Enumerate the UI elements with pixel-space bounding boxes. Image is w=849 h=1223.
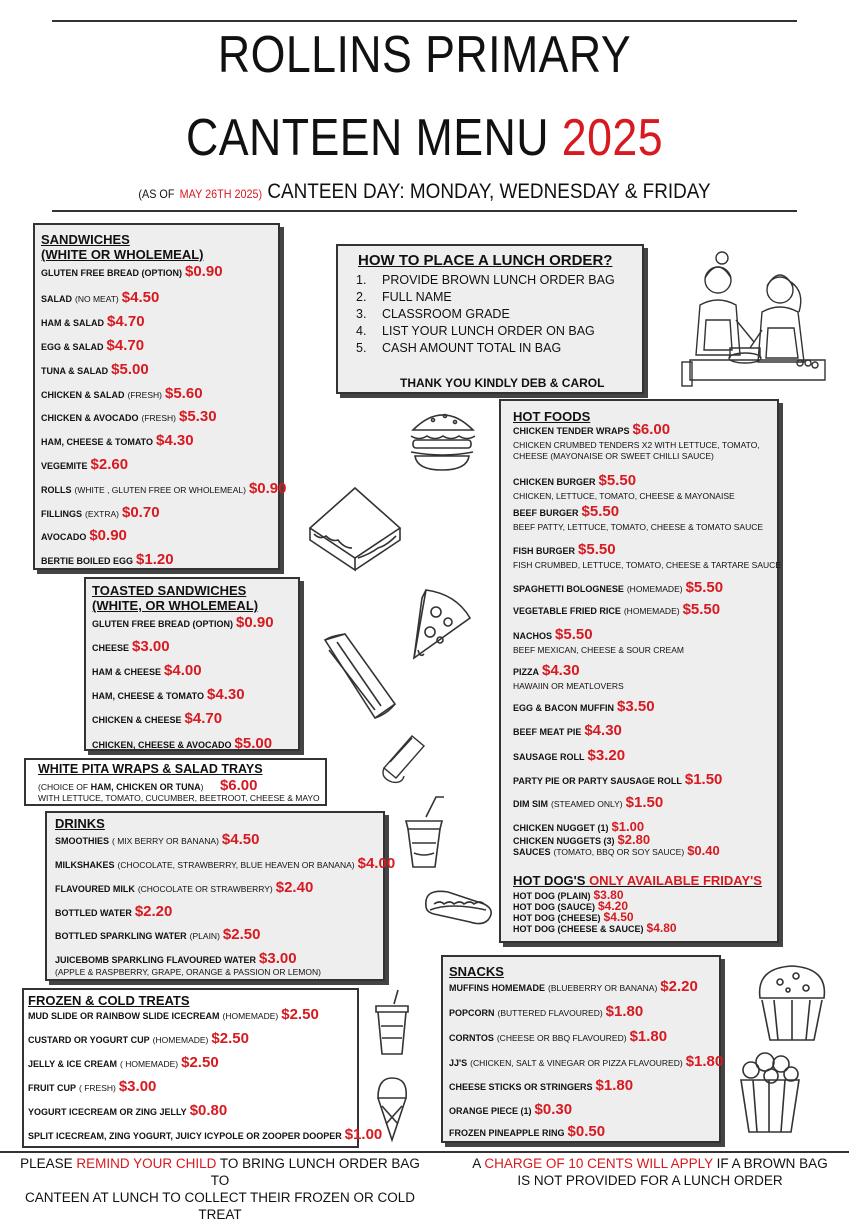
sandwich-item-note: (FRESH) [141, 413, 176, 423]
frozen-title: FROZEN & COLD TREATS [28, 993, 190, 1008]
snack-item-note: (BUTTERED FLAVOURED) [497, 1008, 603, 1018]
frozen-item-name: CUSTARD OR YOGURT CUP [28, 1035, 150, 1045]
drink-item-name: BOTTLED SPARKLING WATER [55, 931, 187, 941]
pizza-slice-icon [396, 582, 476, 667]
toasted-item [92, 686, 245, 703]
frozen-item-note: (HOMEMADE) [222, 1011, 279, 1021]
drink-item [55, 903, 172, 920]
sandwich-item [41, 337, 144, 354]
hot-food-desc: CHICKEN CRUMBED TENDERS X2 WITH LETTUCE, TOMATO, [513, 440, 760, 450]
sandwich-item [41, 361, 149, 378]
wraps-title: WHITE PITA WRAPS & SALAD TRAYS [38, 762, 263, 776]
hot-food-price: $2.80 [617, 832, 651, 847]
sandwich-item-name: TUNA & SALAD [41, 366, 109, 376]
frozen-item-name: YOGURT ICECREAM OR ZING JELLY [28, 1107, 187, 1117]
toasted-title: TOASTED SANDWICHES [92, 583, 247, 598]
sandwich-item-name: AVOCADO [41, 532, 87, 542]
hot-food-note: (HOMEMADE) [626, 584, 683, 594]
footer-right-d: IS NOT PROVIDED FOR A LUNCH ORDER [517, 1173, 783, 1188]
toasted-item-name: HAM & CHEESE [92, 667, 162, 677]
footer-right-a: A [472, 1156, 481, 1171]
drink-item-name: FLAVOURED MILK [55, 884, 135, 894]
frozen-item-note: ( HOMEMADE) [120, 1059, 179, 1069]
top-rule [52, 20, 797, 22]
sandwich-item-price: $5.00 [111, 361, 149, 378]
sandwich-item-price: $0.90 [185, 263, 223, 280]
frozen-item-name: MUD SLIDE OR RAINBOW SLIDE ICECREAM [28, 1011, 220, 1021]
hotdog-title [513, 873, 762, 888]
wraps-desc: WITH LETTUCE, TOMATO, CUCUMBER, BEETROOT, CHEESE & MAYO [38, 793, 320, 803]
snack-item-name: CORNTOS [449, 1033, 494, 1043]
muffin-icon [752, 960, 832, 1045]
hotdog-availability: ONLY AVAILABLE FRIDAY'S [589, 873, 762, 888]
hot-food-desc: CHICKEN, LETTUCE, TOMATO, CHEESE & MAYONAISE [513, 491, 735, 501]
frozen-item-note: ( FRESH) [79, 1083, 116, 1093]
order-step [356, 341, 615, 358]
drink-item-price: $4.50 [221, 831, 260, 848]
drink-item [55, 926, 260, 943]
order-instructions-panel [336, 244, 644, 394]
hot-food-item [513, 722, 622, 739]
sandwich-item-price: $2.60 [90, 456, 129, 473]
order-step-text: PROVIDE BROWN LUNCH ORDER BAG [382, 273, 615, 287]
hot-food-item [513, 421, 670, 438]
snack-item-price: $0.50 [567, 1123, 606, 1140]
sandwich-item [41, 289, 159, 306]
sandwich-item-price: $4.70 [106, 337, 145, 354]
hot-food-item [513, 662, 580, 679]
sandwich-item-price: $4.30 [156, 432, 194, 449]
sandwich-item-price: $0.90 [89, 527, 127, 544]
hot-food-item [513, 843, 720, 858]
hotdog-name: HOT DOG (CHEESE) [513, 913, 601, 923]
drink-item [55, 950, 297, 967]
frozen-item-name: FRUIT CUP [28, 1083, 76, 1093]
snack-item-name: JJ'S [449, 1058, 468, 1068]
hot-food-name: EGG & BACON MUFFIN [513, 703, 614, 713]
sandwich-item-name: CHICKEN & SALAD [41, 390, 125, 400]
hot-food-item [513, 601, 720, 618]
order-step-number: 2. [356, 290, 367, 304]
hot-food-name: CHICKEN BURGER [513, 477, 596, 487]
toasted-item [92, 638, 170, 655]
ice-cream-cone-icon [372, 1074, 412, 1144]
hot-food-price: $4.30 [584, 722, 622, 739]
drink-item [55, 879, 313, 896]
frozen-item-price: $1.00 [344, 1126, 383, 1143]
sandwich-item-price: $0.70 [122, 504, 160, 521]
wraps-panel [24, 758, 327, 806]
frozen-item [28, 1006, 319, 1023]
footer-left [10, 1155, 430, 1223]
sandwich-item-name: HAM, CHEESE & TOMATO [41, 437, 154, 447]
hot-food-price: $1.00 [611, 819, 645, 834]
toasted-panel [84, 577, 300, 751]
frozen-item-name: SPLIT ICECREAM, ZING YOGURT, JUICY ICYPOLE OR ZOOPER DOOPER [28, 1131, 342, 1141]
drink-item [55, 831, 259, 848]
hot-food-name: VEGETABLE FRIED RICE [513, 606, 621, 616]
toasted-item-price: $0.90 [236, 614, 274, 631]
frozen-item-price: $3.00 [118, 1078, 157, 1095]
snack-item-name: CHEESE STICKS OR STRINGERS [449, 1082, 593, 1092]
hot-food-price: $3.20 [587, 747, 626, 764]
sandwich-item-name: ROLLS [41, 485, 72, 495]
drink-cup-icon [400, 795, 448, 870]
wraps-price: $6.00 [219, 777, 258, 794]
hot-food-name: CHICKEN NUGGETS (3) [513, 836, 615, 846]
frozen-item-price: $2.50 [211, 1030, 249, 1047]
sandwich-item-name: EGG & SALAD [41, 342, 104, 352]
frozen-item [28, 1126, 382, 1143]
hot-food-item [513, 698, 655, 715]
hot-food-price: $0.40 [687, 843, 720, 858]
toasted-item-price: $4.70 [184, 710, 223, 727]
toasted-item-name: CHEESE [92, 643, 130, 653]
snack-item [449, 1003, 643, 1020]
drinks-panel [45, 811, 396, 981]
frozen-panel [22, 988, 383, 1148]
header-rule [52, 210, 797, 212]
order-step-number: 3. [356, 307, 367, 321]
burger-icon [405, 402, 480, 477]
drink-item-name: JUICEBOMB SPARKLING FLAVOURED WATER [55, 955, 257, 965]
toasted-item-name: CHICKEN, CHEESE & AVOCADO [92, 740, 232, 750]
frozen-item-price: $0.80 [189, 1102, 228, 1119]
frozen-item-price: $2.50 [181, 1054, 219, 1071]
chefs-illustration [670, 250, 830, 395]
hot-food-name: PARTY PIE OR PARTY SAUSAGE ROLL [513, 776, 682, 786]
snack-item-name: FROZEN PINEAPPLE RING [449, 1128, 565, 1138]
snack-item-price: $2.20 [660, 978, 698, 995]
hot-food-item [513, 794, 663, 811]
hotdog-price: $4.50 [603, 910, 634, 924]
hotdog-name: HOT DOG (SAUCE) [513, 902, 595, 912]
order-steps [356, 273, 615, 358]
snack-item-name: ORANGE PIECE (1) [449, 1106, 532, 1116]
wraps-choice-prefix: (CHOICE OF [38, 782, 89, 792]
hot-food-price: $1.50 [625, 794, 664, 811]
toasted-item [92, 710, 222, 727]
hotdog-price: $4.20 [598, 899, 629, 913]
snack-item-price: $1.80 [605, 1003, 644, 1020]
order-step-number: 5. [356, 341, 367, 355]
sandwich-item-name: BERTIE BOILED EGG [41, 556, 134, 566]
snack-item-price: $1.80 [685, 1053, 724, 1070]
hot-food-name: FISH BURGER [513, 546, 576, 556]
sandwich-item [41, 480, 286, 497]
hotdog-icon [420, 880, 495, 935]
drink-item-note: (PLAIN) [189, 931, 220, 941]
hotdog-item [513, 923, 677, 935]
order-step [356, 290, 615, 307]
hot-food-note: (TOMATO, BBQ OR SOY SAUCE) [553, 847, 685, 857]
sandwich-item-note: (FRESH) [127, 390, 162, 400]
menu-title-text: CANTEEN MENU [185, 109, 549, 167]
drink-item-note: (CHOCOLATE OR STRAWBERRY) [137, 884, 273, 894]
subtitle [42, 180, 806, 204]
drink-item-price: $2.50 [222, 926, 261, 943]
frozen-item [28, 1054, 219, 1071]
order-step-text: LIST YOUR LUNCH ORDER ON BAG [382, 324, 595, 338]
snack-item [449, 1077, 633, 1094]
toasted-item [92, 735, 272, 752]
hot-food-name: BEEF MEAT PIE [513, 727, 582, 737]
hot-food-price: $5.50 [578, 541, 616, 558]
sandwich-item-price: $5.60 [165, 385, 203, 402]
order-step-number: 4. [356, 324, 367, 338]
footer-left-c: TO BRING LUNCH ORDER BAG TO [210, 1156, 420, 1188]
drink-item-name: BOTTLED WATER [55, 908, 132, 918]
hot-food-desc: HAWAIIN OR MEATLOVERS [513, 681, 624, 691]
wraps-choice [38, 777, 257, 794]
sandwich-icon [300, 478, 410, 578]
sandwich-item-note: (WHITE , GLUTEN FREE OR WHOLEMEAL) [74, 485, 246, 495]
drink-item-price: $4.00 [357, 855, 396, 872]
sandwiches-title: SANDWICHES [41, 232, 130, 247]
soda-cup-icon [372, 988, 412, 1058]
hot-food-desc: FISH CRUMBED, LETTUCE, TOMATO, CHEESE & TARTARE SAUCE [513, 560, 781, 570]
juicebomb-desc: (APPLE & RASPBERRY, GRAPE, ORANGE & PASSION OR LEMON) [55, 967, 321, 977]
order-thanks: THANK YOU KINDLY DEB & CAROL [400, 376, 605, 390]
toasted-subtitle: (WHITE, OR WHOLEMEAL) [92, 598, 259, 613]
footer-left-d: CANTEEN AT LUNCH TO COLLECT THEIR FROZEN OR COLD TREAT [24, 1190, 416, 1222]
footer-right [460, 1155, 840, 1189]
snacks-title: SNACKS [449, 964, 504, 979]
hotdog-name: HOT DOG (CHEESE & SAUCE) [513, 924, 644, 934]
sandwich-item [41, 408, 217, 425]
drink-item-name: MILKSHAKES [55, 860, 115, 870]
order-step [356, 273, 615, 290]
sandwich-item-name: HAM & SALAD [41, 318, 104, 328]
sandwich-item-price: $4.70 [107, 313, 145, 330]
drink-item [55, 855, 395, 872]
popcorn-icon [735, 1050, 805, 1135]
drinks-title: DRINKS [55, 816, 105, 831]
order-step [356, 307, 615, 324]
hot-food-desc: CHEESE (MAYONAISE OR SWEET CHILLI SAUCE) [513, 451, 714, 461]
toasted-item-name: CHICKEN & CHEESE [92, 715, 182, 725]
sandwich-item-price: $1.20 [136, 551, 174, 568]
hot-food-name: PIZZA [513, 667, 539, 677]
hot-food-price: $5.50 [682, 601, 721, 618]
sandwich-item-name: FILLINGS [41, 509, 82, 519]
hot-food-price: $5.50 [555, 626, 593, 643]
footer-rule [0, 1151, 849, 1153]
hot-food-price: $6.00 [632, 421, 671, 438]
sandwich-item-name: CHICKEN & AVOCADO [41, 413, 139, 423]
snack-item [449, 1053, 723, 1070]
wraps-choice-suffix: ) [200, 782, 204, 792]
snack-item-price: $1.80 [629, 1028, 668, 1045]
toasted-item-price: $3.00 [132, 638, 170, 655]
sandwich-item-name: GLUTEN FREE BREAD (OPTION) [41, 268, 182, 278]
footer-right-c: IF A BROWN BAG [716, 1156, 828, 1171]
toasted-item [92, 662, 202, 679]
hot-food-item [513, 747, 625, 764]
snack-item-price: $0.30 [534, 1101, 573, 1118]
toasted-item-price: $4.30 [207, 686, 245, 703]
hot-food-note: (STEAMED ONLY) [551, 799, 623, 809]
hot-food-item [513, 503, 619, 520]
hot-food-price: $3.50 [617, 698, 655, 715]
hot-foods-title: HOT FOODS [513, 409, 591, 424]
sandwich-item [41, 313, 145, 330]
frozen-item-name: JELLY & ICE CREAM [28, 1059, 118, 1069]
hotdog-price: $4.80 [646, 921, 677, 935]
drink-item-note: ( MIX BERRY OR BANANA) [112, 836, 219, 846]
toasted-item-price: $4.00 [164, 662, 202, 679]
hot-food-price: $4.30 [542, 662, 580, 679]
hot-food-desc: BEEF MEXICAN, CHEESE & SOUR CREAM [513, 645, 684, 655]
canteen-day: CANTEEN DAY: MONDAY, WEDNESDAY & FRIDAY [267, 180, 711, 203]
toasted-item-price: $5.00 [234, 735, 273, 752]
toasted-item [92, 614, 274, 631]
sandwich-item [41, 456, 128, 473]
frozen-item-price: $2.50 [281, 1006, 319, 1023]
footer-right-b: CHARGE OF 10 CENTS WILL APPLY [484, 1156, 713, 1171]
menu-year: 2025 [561, 109, 664, 167]
hot-food-item [513, 579, 723, 596]
sandwich-item [41, 551, 174, 568]
frozen-item [28, 1102, 227, 1119]
snack-item [449, 1028, 667, 1045]
school-name: ROLLINS PRIMARY [217, 26, 632, 84]
sandwich-item [41, 527, 127, 544]
sandwiches-panel [33, 223, 287, 570]
sandwich-item [41, 504, 160, 521]
sandwich-item-note: (EXTRA) [85, 509, 119, 519]
snack-item-price: $1.80 [595, 1077, 634, 1094]
hot-food-item [513, 771, 722, 788]
wrap-icon [317, 630, 402, 725]
drink-item-price: $3.00 [259, 950, 297, 967]
drink-item-price: $2.20 [134, 903, 173, 920]
order-step-text: CLASSROOM GRADE [382, 307, 510, 321]
sandwich-item-note: (NO MEAT) [75, 294, 119, 304]
frozen-item [28, 1030, 249, 1047]
burrito-icon [376, 728, 431, 788]
order-step-number: 1. [356, 273, 367, 287]
order-step-text: FULL NAME [382, 290, 452, 304]
frozen-item-note: (HOMEMADE) [152, 1035, 209, 1045]
snacks-panel [441, 955, 724, 1143]
hot-food-price: $5.50 [685, 579, 724, 596]
drink-item-name: SMOOTHIES [55, 836, 110, 846]
hotdog-name: HOT DOG (PLAIN) [513, 891, 591, 901]
order-title: HOW TO PLACE A LUNCH ORDER? [358, 252, 613, 269]
sandwich-item-name: VEGEMITE [41, 461, 88, 471]
sandwiches-subtitle: (WHITE OR WHOLEMEAL) [41, 247, 204, 262]
hot-food-item [513, 626, 593, 643]
hot-food-price: $1.50 [684, 771, 723, 788]
sandwich-item-price: $0.90 [248, 480, 287, 497]
hot-foods-panel [499, 399, 779, 943]
hot-food-name: CHICKEN TENDER WRAPS [513, 426, 630, 436]
snack-item-note: (BLUEBERRY OR BANANA) [548, 983, 658, 993]
snack-item [449, 1123, 605, 1140]
wraps-choice-fillings: HAM, CHICKEN OR TUNA [90, 782, 201, 792]
snack-item-name: POPCORN [449, 1008, 495, 1018]
hotdog-title-text: HOT DOG'S [513, 873, 586, 888]
sandwich-item [41, 432, 194, 449]
toasted-item-name: GLUTEN FREE BREAD (OPTION) [92, 619, 233, 629]
hot-food-name: CHICKEN NUGGET (1) [513, 823, 609, 833]
snack-item-note: (CHEESE OR BBQ FLAVOURED) [496, 1033, 627, 1043]
as-of-label: (AS OF [138, 187, 175, 201]
snack-item [449, 978, 698, 995]
footer-left-b: REMIND YOUR CHILD [76, 1156, 217, 1171]
menu-title [59, 108, 789, 168]
footer-left-a: PLEASE [20, 1156, 73, 1171]
order-step-text: CASH AMOUNT TOTAL IN BAG [382, 341, 562, 355]
hot-food-price: $5.50 [581, 503, 620, 520]
sandwich-item [41, 385, 203, 402]
hot-food-name: BEEF BURGER [513, 508, 579, 518]
hot-food-desc: BEEF PATTY, LETTUCE, TOMATO, CHEESE & TOMATO SAUCE [513, 522, 764, 532]
hot-food-item [513, 472, 636, 489]
hot-food-name: SAUCES [513, 847, 551, 857]
snack-item-note: (CHICKEN, SALT & VINEGAR OR PIZZA FLAVOURED) [470, 1058, 683, 1068]
hot-food-price: $5.50 [598, 472, 637, 489]
drink-item-note: (CHOCOLATE, STRAWBERRY, BLUE HEAVEN OR BANANA) [117, 860, 355, 870]
hot-food-name: SPAGHETTI BOLOGNESE [513, 584, 624, 594]
sandwich-item-price: $5.30 [179, 408, 217, 425]
sandwich-item-name: SALAD [41, 294, 72, 304]
snack-item-name: MUFFINS HOMEMADE [449, 983, 545, 993]
hot-food-note: (HOMEMADE) [623, 606, 680, 616]
snack-item [449, 1101, 572, 1118]
sandwich-item-price: $4.50 [121, 289, 160, 306]
hot-food-name: NACHOS [513, 631, 553, 641]
order-step [356, 324, 615, 341]
hot-food-name: SAUSAGE ROLL [513, 752, 585, 762]
drink-item-price: $2.40 [275, 879, 314, 896]
hotdog-price: $3.80 [593, 888, 624, 902]
toasted-item-name: HAM, CHEESE & TOMATO [92, 691, 205, 701]
frozen-item [28, 1078, 156, 1095]
hot-food-item [513, 541, 616, 558]
as-of-date: MAY 26TH 2025) [179, 187, 263, 201]
hot-food-name: DIM SIM [513, 799, 548, 809]
sandwich-item [41, 263, 223, 280]
